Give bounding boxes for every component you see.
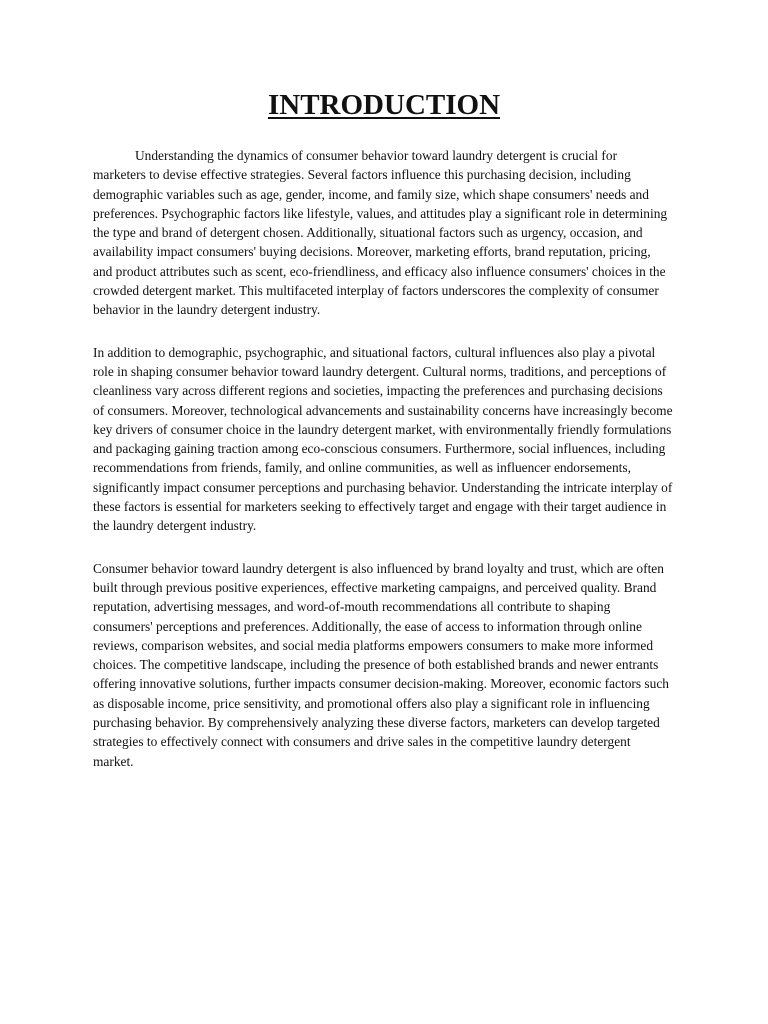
paragraph-3: Consumer behavior toward laundry detergent is also influenced by brand loyalty and trust, which are often built through previous positive experiences, effective marketing campaigns, and perceived quality. Brand reputation, advertising messages, and word-of-mouth recommendations all contribute to shaping consumers' perceptions and preferences. Additionally, the ease of access to information through online reviews, comparison websites, and social media platforms empowers consumers to make more informed choices. The competitive landscape, including the presence of both established brands and newer entrants offering innovative solutions, further impacts consumer decision-making. Moreover, economic factors such as disposable income, price sensitivity, and promotional offers also play a significant role in influencing purchasing behavior. By comprehensively analyzing these diverse factors, marketers can develop targeted strategies to effectively connect with consumers and drive sales in the competitive laundry detergent market. xyxy=(93,560,669,769)
document-body xyxy=(93,146,673,771)
paragraph-2: In addition to demographic, psychographic, and situational factors, cultural influences also play a pivotal role in shaping consumer behavior toward laundry detergent. Cultural norms, traditions, and perceptions of cleanliness vary across different regions and societies, impacting the preferences and purchasing decisions of consumers. Moreover, technological advancements and sustainability concerns have increasingly become key drivers of consumer choice in the laundry detergent market, with environmentally friendly formulations and packaging gaining traction among eco-conscious consumers. Furthermore, social influences, including recommendations from friends, family, and online communities, as well as influencer endorsements, significantly impact consumer perceptions and purchasing behavior. Understanding the intricate interplay of these factors is essential for marketers seeking to effectively target and engage with their target audience in the laundry detergent industry. xyxy=(93,344,673,534)
page-title xyxy=(0,86,768,124)
paragraph-1: Understanding the dynamics of consumer behavior toward laundry detergent is crucial for marketers to devise effective strategies. Several factors influence this purchasing decision, including demographic variables such as age, gender, income, and family size, which shape consumers' needs and preferences. Psychographic factors like lifestyle, values, and attitudes play a significant role in determining the type and brand of detergent chosen. Additionally, situational factors such as urgency, occasion, and availability impact consumers' buying decisions. Moreover, marketing efforts, brand reputation, pricing, and product attributes such as scent, eco-friendliness, and efficacy also influence consumers' choices in the crowded detergent market. This multifaceted interplay of factors underscores the complexity of consumer behavior in the laundry detergent industry. xyxy=(93,148,668,318)
page-title-text: INTRODUCTION xyxy=(267,89,501,121)
